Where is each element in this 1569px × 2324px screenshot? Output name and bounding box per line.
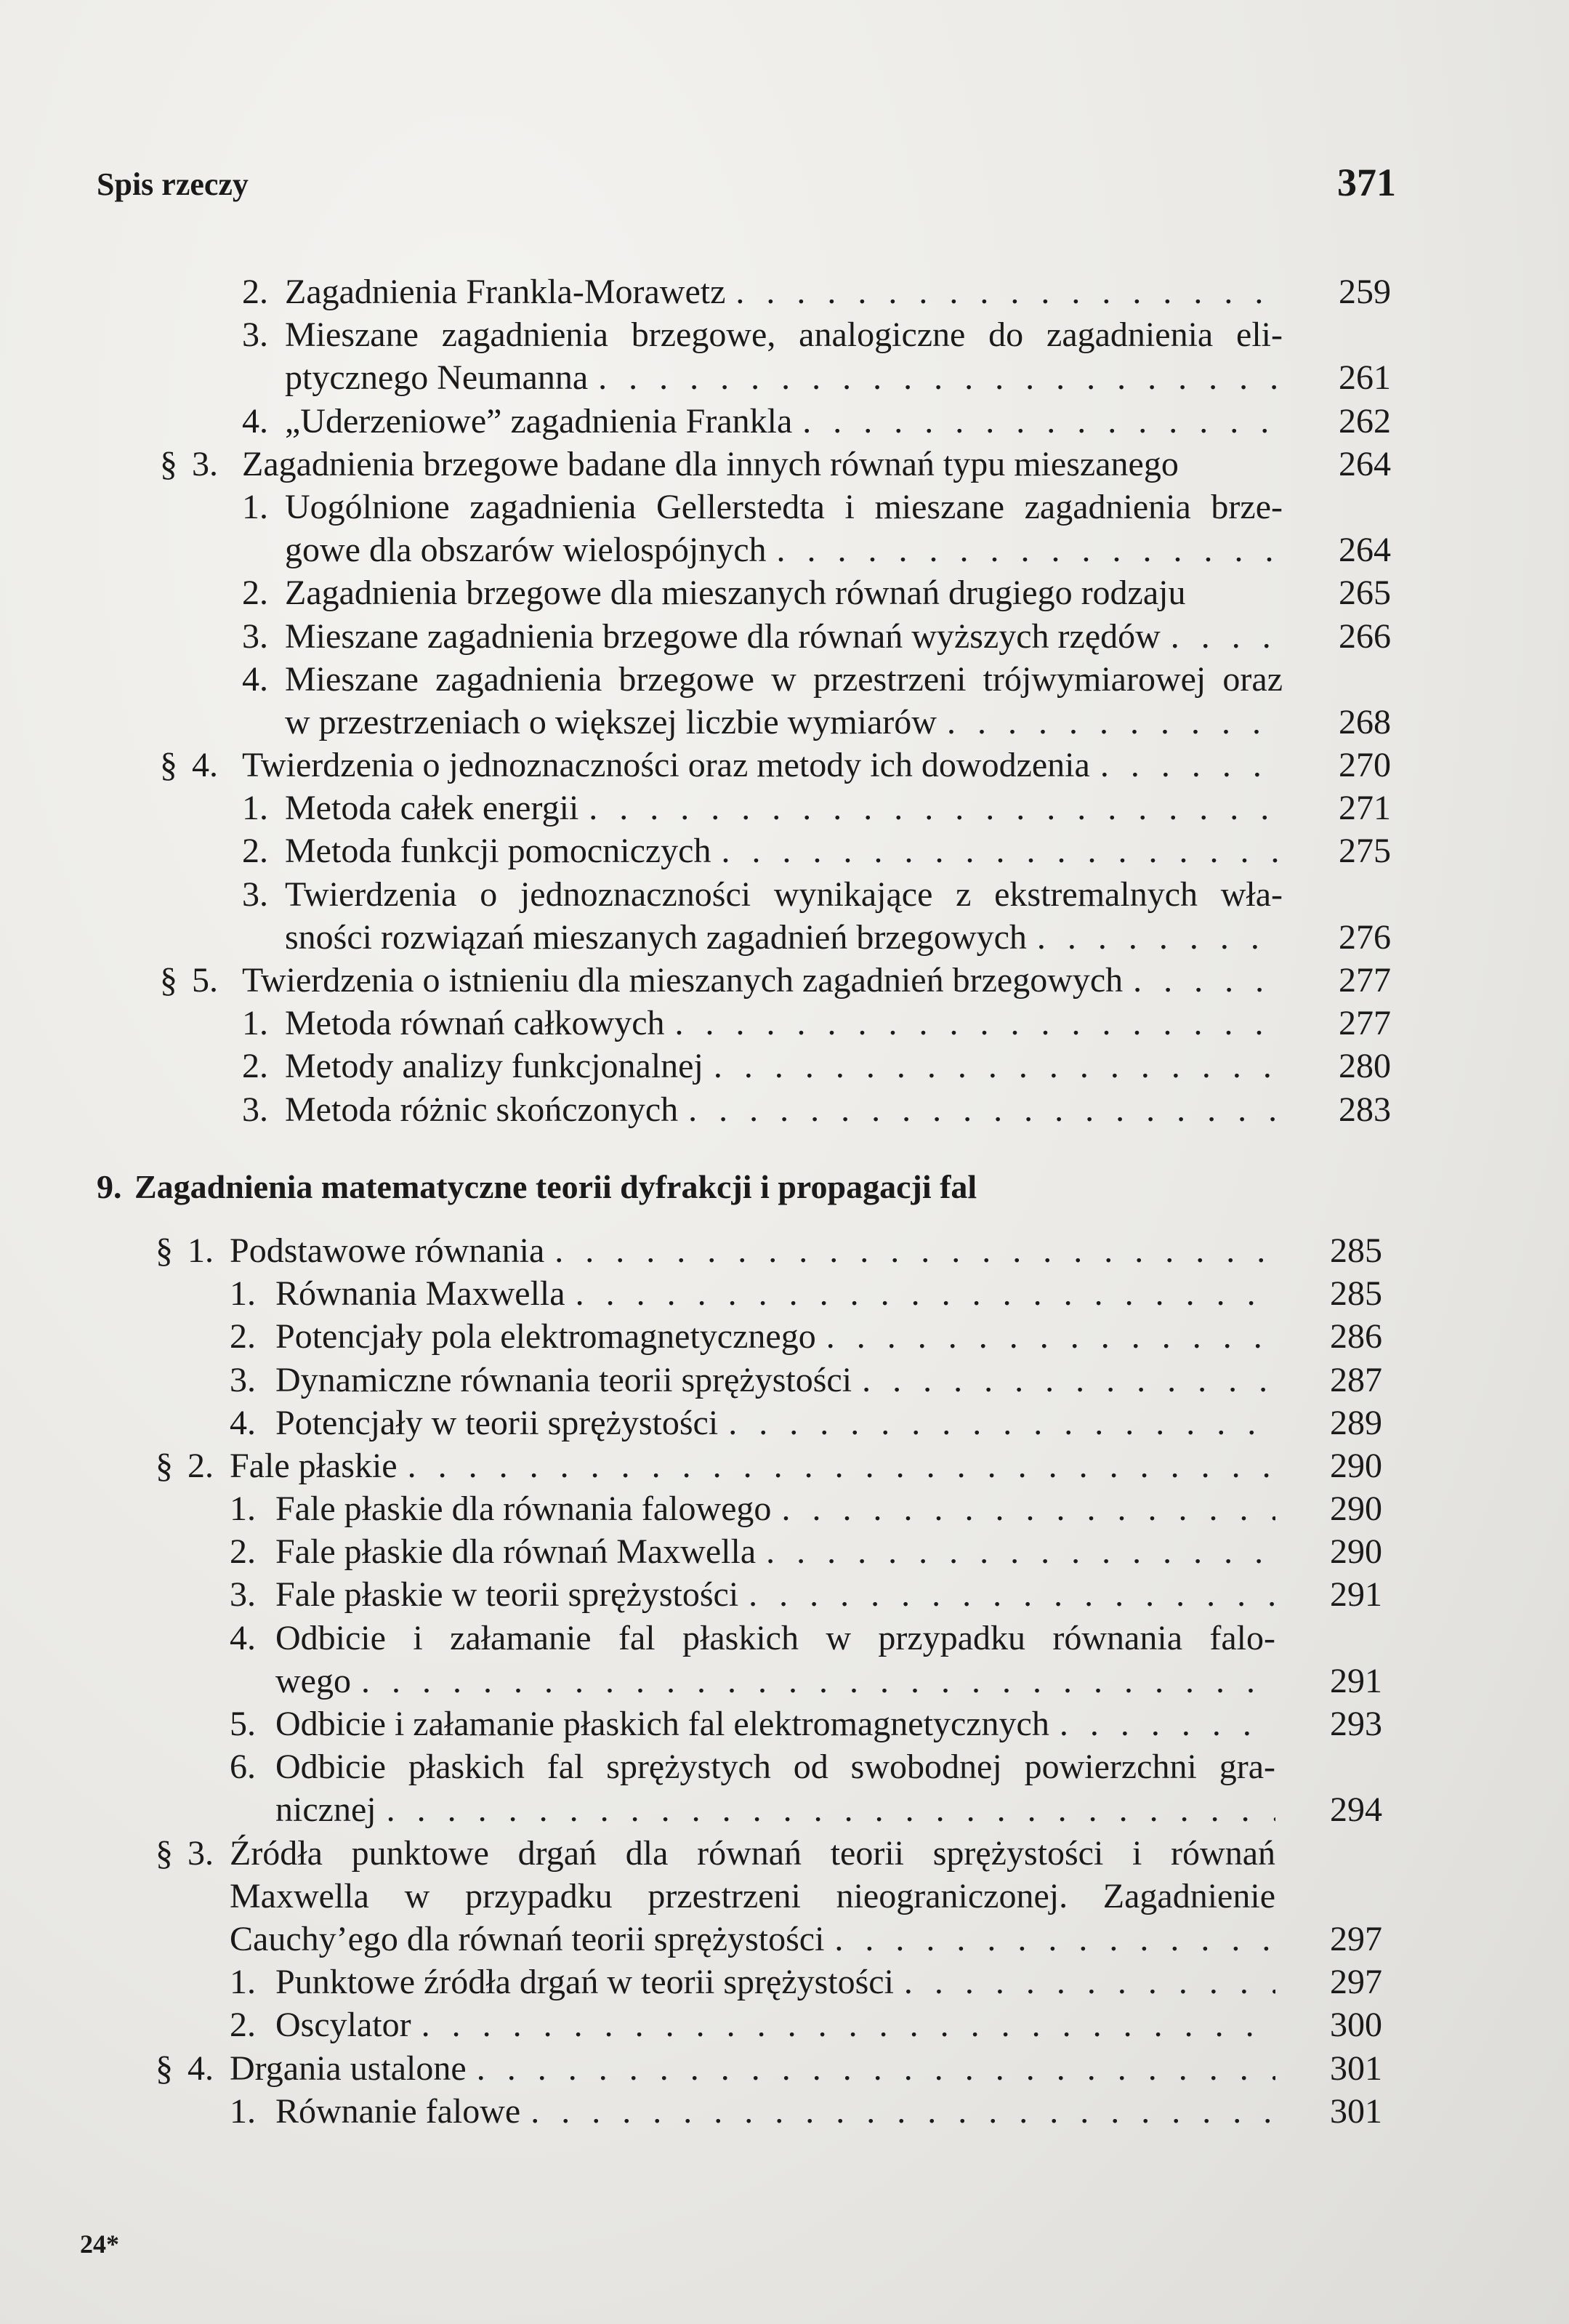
entry-page: 290 bbox=[1330, 1489, 1382, 1529]
section-sign: § bbox=[160, 746, 177, 785]
toc-entry[interactable] bbox=[0, 1045, 1569, 1087]
dot-leader bbox=[376, 1788, 1275, 1831]
entry-number: 2. bbox=[242, 832, 268, 871]
entry-page: 287 bbox=[1330, 1360, 1382, 1399]
toc-entry[interactable] bbox=[0, 1961, 1569, 2003]
entry-title: Twierdzenia o istnieniu dla mieszanych zagadnień brzegowych bbox=[242, 961, 1124, 1000]
toc-entry[interactable] bbox=[0, 1229, 1569, 1272]
entry-page: 301 bbox=[1330, 2091, 1382, 2131]
entry-number: 2. bbox=[242, 574, 268, 613]
entry-number: 1. bbox=[230, 1489, 256, 1529]
entry-title: Uogólnione zagadnienia Gellerstedta i mieszane zagadnienia brze- bbox=[285, 487, 1283, 526]
toc-group-chapter-9 bbox=[0, 1229, 1569, 2133]
chapter-title: Zagadnienia matematyczne teorii dyfrakcji i propagacji fal bbox=[134, 1167, 977, 1205]
entry-number: 6. bbox=[230, 1748, 256, 1787]
entry-title: Zagadnienia Frankla-Morawetz bbox=[285, 273, 726, 311]
entry-page: 264 bbox=[1339, 444, 1391, 483]
entry-number: 4. bbox=[230, 1618, 256, 1657]
entry-number: 1. bbox=[230, 1274, 256, 1314]
toc-entry[interactable] bbox=[0, 400, 1569, 443]
dot-leader bbox=[711, 829, 1283, 872]
entry-title: Fale płaskie dla równań Maxwella bbox=[275, 1532, 757, 1572]
dot-leader bbox=[411, 2003, 1275, 2046]
entry-body bbox=[275, 2090, 1275, 2133]
entry-page: 297 bbox=[1330, 1963, 1382, 2002]
entry-title: nicznej bbox=[275, 1790, 376, 1830]
entry-page: 277 bbox=[1339, 1004, 1391, 1043]
dot-leader bbox=[937, 701, 1283, 744]
entry-page: 283 bbox=[1339, 1090, 1391, 1129]
entry-title: Mieszane zagadnienia brzegowe w przestrzeni trójwymiarowej oraz bbox=[285, 659, 1283, 699]
entry-body bbox=[285, 528, 1283, 571]
entry-body bbox=[230, 1832, 1275, 1875]
toc-entry[interactable] bbox=[0, 959, 1569, 1002]
toc-entry-continuation[interactable] bbox=[0, 916, 1569, 959]
entry-title: Metoda funkcji pomocniczych bbox=[285, 832, 711, 871]
entry-number: 1. bbox=[187, 1231, 214, 1270]
entry-page: 297 bbox=[1330, 1919, 1382, 1958]
entry-body bbox=[285, 486, 1283, 528]
section-sign: § bbox=[156, 1231, 173, 1270]
entry-title: „Uderzeniowe” zagadnienia Frankla bbox=[285, 401, 793, 441]
entry-number: 2. bbox=[242, 273, 268, 311]
entry-number: 3. bbox=[187, 1833, 214, 1873]
toc-entry[interactable] bbox=[0, 2047, 1569, 2090]
dot-leader bbox=[578, 787, 1283, 829]
entry-title: Fale płaskie dla równania falowego bbox=[275, 1489, 772, 1529]
toc-entry[interactable] bbox=[0, 1402, 1569, 1444]
entry-body bbox=[285, 1045, 1283, 1087]
entry-number: 3. bbox=[242, 874, 268, 914]
entry-body bbox=[275, 1359, 1275, 1402]
entry-title: sności rozwiązań mieszanych zagadnień brzegowych bbox=[285, 917, 1027, 957]
entry-body bbox=[285, 1088, 1283, 1131]
entry-body bbox=[285, 787, 1283, 829]
dot-leader bbox=[544, 1229, 1275, 1272]
toc-entry[interactable] bbox=[0, 270, 1569, 313]
entry-title: w przestrzeniach o większej liczbie wymiarów bbox=[285, 702, 937, 741]
entry-page: 262 bbox=[1339, 401, 1391, 441]
entry-page: 290 bbox=[1330, 1446, 1382, 1485]
toc-entry[interactable] bbox=[0, 1487, 1569, 1530]
dot-leader bbox=[725, 270, 1283, 313]
dot-leader bbox=[792, 400, 1283, 443]
entry-body bbox=[285, 615, 1283, 658]
section-sign: § bbox=[160, 444, 177, 483]
entry-number: 4. bbox=[192, 746, 218, 785]
entry-number: 2. bbox=[230, 2006, 256, 2045]
entry-title: Fale płaskie w teorii sprężystości bbox=[275, 1575, 739, 1615]
entry-number: 1. bbox=[242, 789, 268, 828]
toc-entry-continuation[interactable] bbox=[0, 356, 1569, 399]
entry-number: 1. bbox=[230, 1963, 256, 2002]
entry-page: 266 bbox=[1339, 616, 1391, 656]
entry-page: 293 bbox=[1330, 1705, 1382, 1743]
entry-title: Zagadnienia brzegowe badane dla innych równań typu mieszanego bbox=[242, 444, 1179, 483]
entry-body bbox=[275, 1272, 1275, 1315]
entry-body bbox=[275, 2003, 1275, 2046]
entry-body bbox=[230, 1875, 1275, 1918]
entry-title: Twierdzenia o jednoznaczności oraz metody ich dowodzenia bbox=[242, 746, 1090, 785]
entry-body bbox=[275, 1745, 1275, 1788]
entry-page: 261 bbox=[1339, 358, 1391, 398]
entry-body bbox=[285, 873, 1283, 916]
entry-body bbox=[275, 1573, 1275, 1616]
entry-number: 1. bbox=[242, 1004, 268, 1043]
entry-body bbox=[275, 1617, 1275, 1660]
entry-number: 1. bbox=[242, 487, 268, 526]
dot-leader bbox=[767, 528, 1283, 571]
toc-entry-continuation[interactable] bbox=[0, 1660, 1569, 1702]
entry-body bbox=[285, 356, 1283, 399]
toc-entry[interactable] bbox=[0, 615, 1569, 658]
entry-body bbox=[285, 916, 1283, 959]
entry-page: 268 bbox=[1339, 702, 1391, 741]
dot-leader bbox=[718, 1402, 1275, 1444]
entry-page: 291 bbox=[1330, 1575, 1382, 1615]
entry-body bbox=[275, 1660, 1275, 1702]
entry-title: Twierdzenia o jednoznaczności wynikające z ekstremalnych wła- bbox=[285, 874, 1283, 914]
entry-number: 2. bbox=[187, 1446, 214, 1485]
entry-body bbox=[285, 270, 1283, 313]
toc-entry-continuation[interactable] bbox=[0, 1918, 1569, 1961]
toc-entry[interactable] bbox=[0, 1617, 1569, 1660]
dot-leader bbox=[520, 2090, 1275, 2133]
entry-title: Metoda całek energii bbox=[285, 789, 579, 828]
toc-entry[interactable] bbox=[0, 1359, 1569, 1402]
entry-body bbox=[230, 1229, 1275, 1272]
entry-number: 4. bbox=[242, 401, 268, 441]
entry-page: 264 bbox=[1339, 531, 1391, 570]
entry-title: Drgania ustalone bbox=[230, 2048, 467, 2088]
entry-page: 285 bbox=[1330, 1231, 1382, 1270]
dot-leader bbox=[703, 1045, 1283, 1087]
entry-title: Źródła punktowe drgań dla równań teorii sprężystości i równań bbox=[230, 1833, 1275, 1873]
entry-body bbox=[285, 313, 1283, 356]
entry-body bbox=[285, 400, 1283, 443]
entry-number: 3. bbox=[242, 315, 268, 355]
toc-entry[interactable] bbox=[0, 313, 1569, 356]
entry-title: Równania Maxwella bbox=[275, 1274, 565, 1314]
entry-title: Dynamiczne równania teorii sprężystości bbox=[275, 1360, 852, 1399]
toc-entry[interactable] bbox=[0, 1088, 1569, 1131]
entry-body bbox=[230, 2047, 1275, 2090]
dot-leader bbox=[398, 1444, 1275, 1487]
entry-title: Potencjały w teorii sprężystości bbox=[275, 1403, 719, 1442]
chapter-number: 9. bbox=[97, 1167, 122, 1205]
entry-body bbox=[285, 571, 1283, 614]
toc-entry[interactable] bbox=[0, 1573, 1569, 1616]
toc-entry-continuation[interactable] bbox=[0, 1875, 1569, 1918]
entry-body bbox=[285, 1002, 1283, 1045]
entry-body bbox=[230, 1444, 1275, 1487]
entry-page: 270 bbox=[1339, 746, 1391, 785]
dot-leader bbox=[756, 1530, 1275, 1573]
toc-entry-continuation[interactable] bbox=[0, 528, 1569, 571]
entry-page: 277 bbox=[1339, 961, 1391, 1000]
entry-page: 285 bbox=[1330, 1274, 1382, 1314]
dot-leader bbox=[665, 1002, 1283, 1045]
entry-body bbox=[275, 1961, 1275, 2003]
entry-body bbox=[275, 1315, 1275, 1358]
entry-number: 3. bbox=[230, 1575, 256, 1615]
toc-entry[interactable] bbox=[0, 1002, 1569, 1045]
entry-number: 2. bbox=[242, 1047, 268, 1086]
entry-page: 286 bbox=[1330, 1317, 1382, 1356]
toc-entry[interactable] bbox=[0, 1444, 1569, 1487]
toc-entry[interactable] bbox=[0, 787, 1569, 829]
entry-number: 3. bbox=[242, 1090, 268, 1129]
toc-group-chapter-8 bbox=[0, 270, 1569, 1131]
entry-body bbox=[285, 658, 1283, 701]
dot-leader bbox=[1090, 744, 1283, 787]
entry-title: ptycznego Neumanna bbox=[285, 358, 589, 398]
entry-number: 1. bbox=[230, 2091, 256, 2131]
dot-leader bbox=[771, 1487, 1275, 1530]
entry-title: gowe dla obszarów wielospójnych bbox=[285, 531, 767, 570]
entry-number: 5. bbox=[230, 1705, 256, 1743]
entry-number: 2. bbox=[230, 1532, 256, 1572]
entry-body bbox=[230, 1918, 1275, 1961]
section-sign: § bbox=[156, 1833, 173, 1873]
entry-page: 271 bbox=[1339, 789, 1391, 828]
entry-body bbox=[275, 1788, 1275, 1831]
entry-title: Metody analizy funkcjonalnej bbox=[285, 1047, 703, 1086]
dot-leader bbox=[467, 2047, 1275, 2090]
entry-body bbox=[275, 1702, 1275, 1745]
dot-leader bbox=[351, 1660, 1275, 1702]
dot-leader bbox=[1161, 615, 1283, 658]
entry-title: Zagadnienia brzegowe dla mieszanych równań drugiego rodzaju bbox=[285, 574, 1186, 613]
entry-number: 4. bbox=[187, 2048, 214, 2088]
entry-page: 265 bbox=[1339, 574, 1391, 613]
entry-title: wego bbox=[275, 1661, 351, 1700]
entry-number: 3. bbox=[242, 616, 268, 656]
dot-leader bbox=[565, 1272, 1275, 1315]
section-sign: § bbox=[160, 961, 177, 1000]
dot-leader bbox=[678, 1088, 1283, 1131]
entry-page: 291 bbox=[1330, 1661, 1382, 1700]
running-header-title: Spis rzeczy bbox=[97, 166, 249, 202]
entry-title: Odbicie płaskich fal sprężystych od swobodnej powierzchni gra- bbox=[275, 1748, 1275, 1787]
dot-leader bbox=[1049, 1702, 1275, 1745]
toc-entry[interactable] bbox=[0, 1315, 1569, 1358]
entry-page: 300 bbox=[1330, 2006, 1382, 2045]
entry-number: 4. bbox=[242, 659, 268, 699]
dot-leader bbox=[588, 356, 1283, 399]
toc-entry[interactable] bbox=[0, 1530, 1569, 1573]
entry-title: Metoda równań całkowych bbox=[285, 1004, 665, 1043]
entry-title: Odbicie i załamanie fal płaskich w przypadku równania falo- bbox=[275, 1618, 1275, 1657]
entry-title: Maxwella w przypadku przestrzeni nieograniczonej. Zagadnienie bbox=[230, 1876, 1275, 1915]
entry-body bbox=[275, 1487, 1275, 1530]
toc-entry[interactable] bbox=[0, 443, 1569, 486]
toc-entry[interactable] bbox=[0, 658, 1569, 701]
dot-leader bbox=[816, 1315, 1275, 1358]
entry-title: Mieszane zagadnienia brzegowe, analogiczne do zagadnienia eli- bbox=[285, 315, 1283, 355]
entry-title: Mieszane zagadnienia brzegowe dla równań wyższych rzędów bbox=[285, 616, 1161, 656]
entry-title: Równanie falowe bbox=[275, 2091, 521, 2131]
toc-entry[interactable] bbox=[0, 486, 1569, 528]
entry-page: 289 bbox=[1330, 1403, 1382, 1442]
dot-leader bbox=[824, 1918, 1275, 1961]
entry-page: 280 bbox=[1339, 1047, 1391, 1086]
toc-entry[interactable] bbox=[0, 571, 1569, 614]
dot-leader bbox=[852, 1359, 1275, 1402]
entry-title: Metoda różnic skończonych bbox=[285, 1090, 679, 1129]
chapter-heading bbox=[0, 1165, 1569, 1208]
dot-leader bbox=[894, 1961, 1275, 2003]
entry-number: 4. bbox=[230, 1403, 256, 1442]
signature-mark: 24* bbox=[80, 2229, 119, 2259]
entry-number: 3. bbox=[192, 444, 218, 483]
entry-number: 3. bbox=[230, 1360, 256, 1399]
table-of-contents bbox=[0, 270, 1569, 2133]
entry-title: Potencjały pola elektromagnetycznego bbox=[275, 1317, 816, 1356]
entry-page: 290 bbox=[1330, 1532, 1382, 1572]
entry-body bbox=[275, 1402, 1275, 1444]
entry-title: Punktowe źródła drgań w teorii sprężystości bbox=[275, 1963, 894, 2002]
toc-entry[interactable] bbox=[0, 1702, 1569, 1745]
dot-leader bbox=[1027, 916, 1283, 959]
entry-body bbox=[242, 443, 1283, 486]
entry-body bbox=[285, 829, 1283, 872]
toc-entry[interactable] bbox=[0, 2090, 1569, 2133]
toc-entry[interactable] bbox=[0, 2003, 1569, 2046]
entry-page: 275 bbox=[1339, 832, 1391, 871]
entry-title: Cauchy’ego dla równań teorii sprężystości bbox=[230, 1919, 825, 1958]
toc-entry[interactable] bbox=[0, 1272, 1569, 1315]
entry-title: Odbicie i załamanie płaskich fal elektromagnetycznych bbox=[275, 1705, 1049, 1743]
section-sign: § bbox=[156, 2048, 173, 2088]
toc-entry[interactable] bbox=[0, 1745, 1569, 1788]
entry-page: 294 bbox=[1330, 1790, 1382, 1830]
entry-page: 301 bbox=[1330, 2048, 1382, 2088]
dot-leader bbox=[738, 1573, 1275, 1616]
entry-number: 2. bbox=[230, 1317, 256, 1356]
entry-body bbox=[242, 959, 1283, 1002]
section-sign: § bbox=[156, 1446, 173, 1485]
toc-entry[interactable] bbox=[0, 829, 1569, 872]
dot-leader bbox=[1123, 959, 1283, 1002]
page-number: 371 bbox=[1337, 161, 1396, 204]
toc-entry-continuation[interactable] bbox=[0, 1788, 1569, 1831]
toc-entry-continuation[interactable] bbox=[0, 701, 1569, 744]
entry-title: Fale płaskie bbox=[230, 1446, 398, 1485]
entry-body bbox=[242, 744, 1283, 787]
entry-number: 5. bbox=[192, 961, 218, 1000]
entry-body bbox=[285, 701, 1283, 744]
toc-entry[interactable] bbox=[0, 873, 1569, 916]
entry-body bbox=[275, 1530, 1275, 1573]
entry-page: 276 bbox=[1339, 917, 1391, 957]
toc-entry[interactable] bbox=[0, 1832, 1569, 1875]
toc-entry[interactable] bbox=[0, 744, 1569, 787]
entry-title: Podstawowe równania bbox=[230, 1231, 545, 1270]
entry-title: Oscylator bbox=[275, 2006, 411, 2045]
entry-page: 259 bbox=[1339, 273, 1391, 311]
